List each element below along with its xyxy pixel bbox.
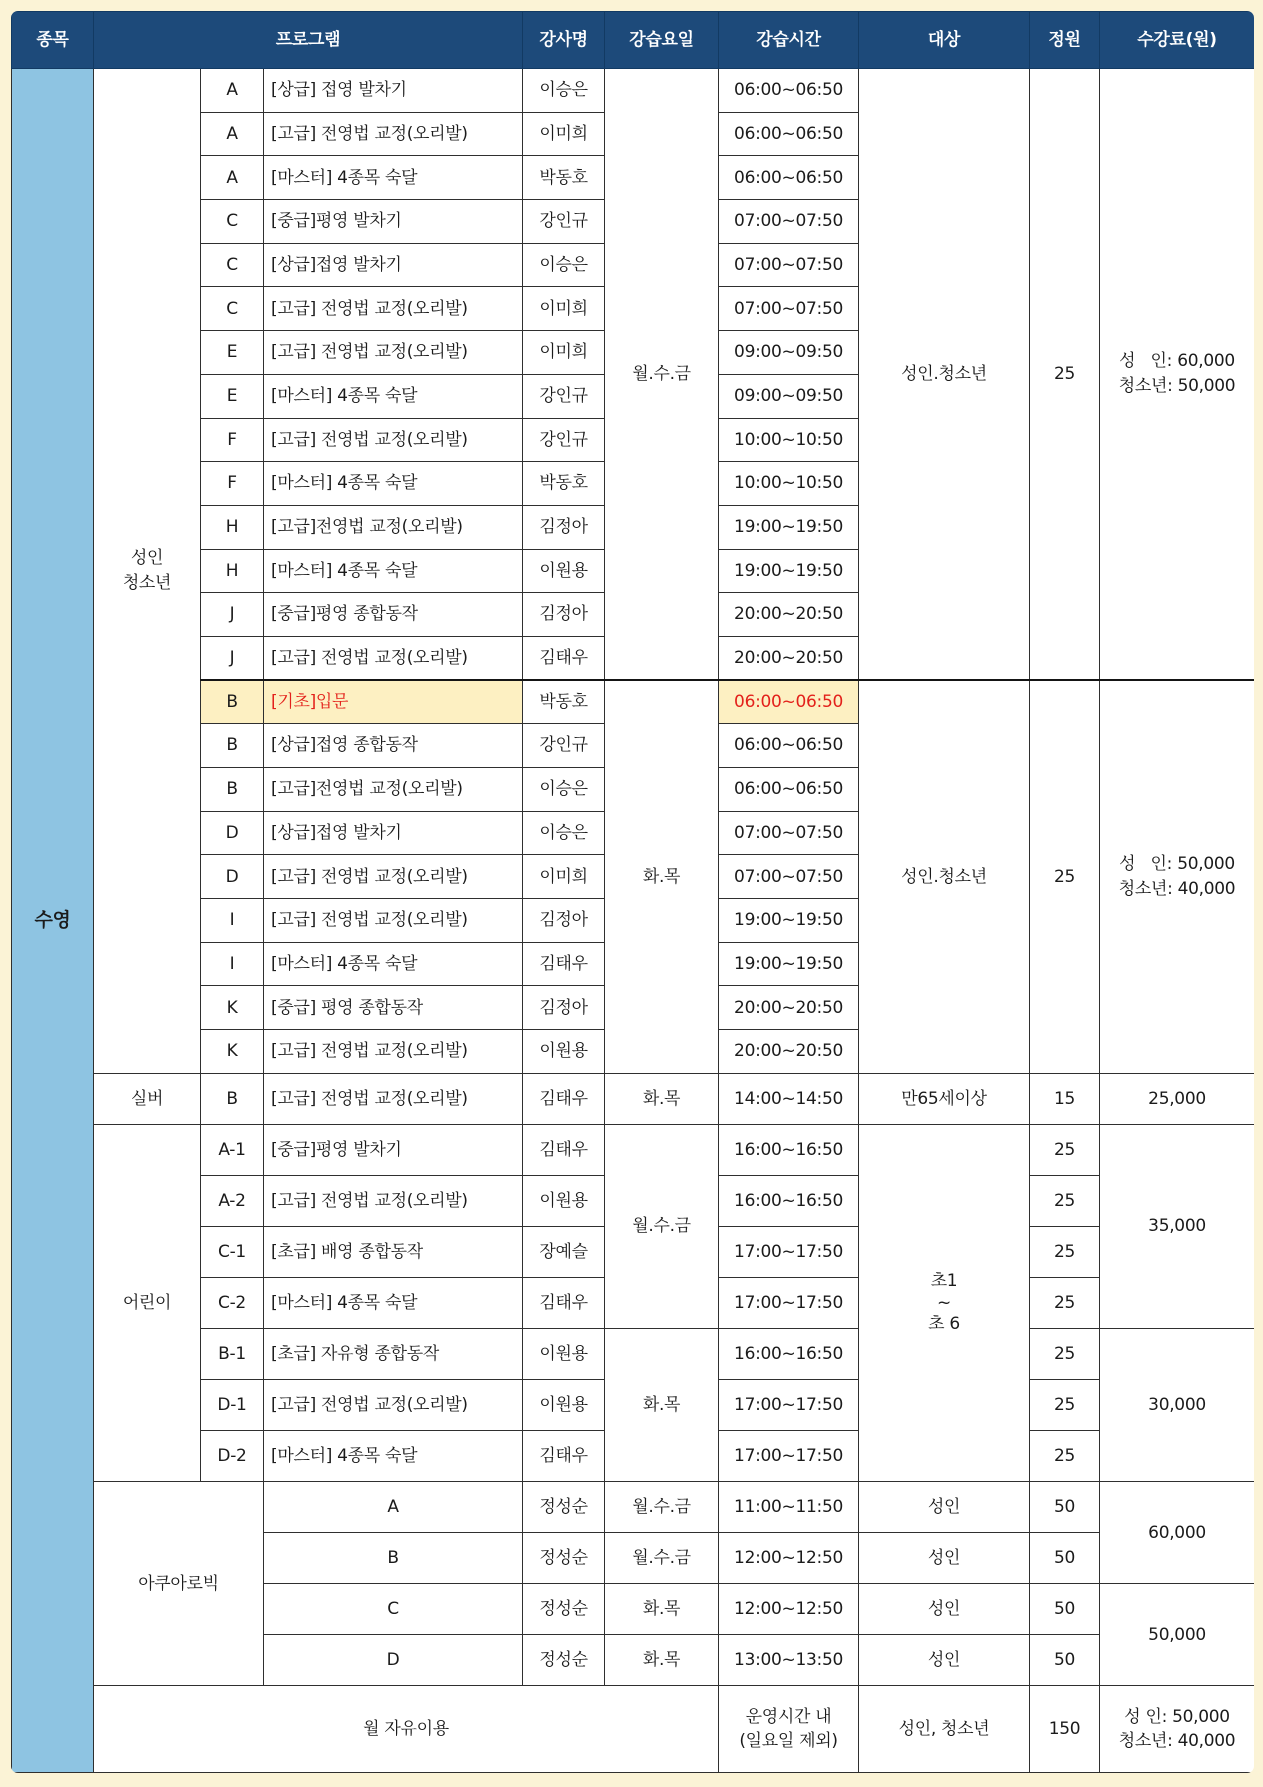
class-time: 09:00~09:50 (719, 331, 859, 375)
header-time: 강습시간 (719, 12, 859, 69)
class-code: C (201, 200, 264, 244)
instructor-name: 장예슬 (523, 1227, 605, 1278)
class-code: A (264, 1482, 523, 1533)
class-code: J (201, 593, 264, 637)
fee-adult: 성 인: 50,000 (1119, 854, 1235, 875)
fee-adult: 성 인: 50,000 (1124, 1706, 1230, 1727)
instructor-name: 강인규 (523, 200, 605, 244)
program-name: [상급]접영 종합동작 (264, 724, 523, 768)
instructor-name: 이승은 (523, 243, 605, 287)
class-code: E (201, 331, 264, 375)
class-days: 화.목 (605, 1584, 719, 1635)
header-program: 프로그램 (94, 12, 523, 69)
class-code: F (201, 462, 264, 506)
instructor-name: 강인규 (523, 374, 605, 418)
class-target: 성인, 청소년 (859, 1686, 1030, 1773)
class-code: J (201, 636, 264, 680)
class-code: C (201, 243, 264, 287)
class-time: 06:00~06:50 (719, 69, 859, 113)
fee-youth: 청소년: 40,000 (1118, 1731, 1236, 1752)
table-row (12, 1073, 1255, 1124)
instructor-name: 김정아 (523, 986, 605, 1030)
instructor-name: 이승은 (523, 69, 605, 113)
program-name: [고급] 전영법 교정(오리발) (264, 1380, 523, 1431)
class-fee: 60,000 (1100, 1482, 1254, 1584)
class-code: B (201, 1073, 264, 1124)
instructor-name: 박동호 (523, 680, 605, 724)
class-code: K (201, 1030, 264, 1074)
class-time: 07:00~07:50 (719, 811, 859, 855)
header-days: 강습요일 (605, 12, 719, 69)
class-time: 20:00~20:50 (719, 593, 859, 637)
class-code: C-1 (201, 1227, 264, 1278)
class-code: F (201, 418, 264, 462)
class-time: 12:00~12:50 (719, 1533, 859, 1584)
class-code: B (201, 724, 264, 768)
table-row (12, 69, 1255, 113)
instructor-name: 이원용 (523, 549, 605, 593)
class-days: 월.수.금 (605, 69, 719, 681)
class-fee (1100, 1686, 1254, 1773)
instructor-name: 이원용 (523, 1380, 605, 1431)
class-capacity: 25 (1030, 1431, 1100, 1482)
instructor-name: 정성순 (523, 1635, 605, 1686)
instructor-name: 정성순 (523, 1533, 605, 1584)
class-code: D-1 (201, 1380, 264, 1431)
class-time: 09:00~09:50 (719, 374, 859, 418)
instructor-name: 김태우 (523, 942, 605, 986)
instructor-name: 정성순 (523, 1584, 605, 1635)
instructor-name: 김태우 (523, 1431, 605, 1482)
class-time: 06:00~06:50 (719, 768, 859, 812)
class-target: 성인 (859, 1635, 1030, 1686)
class-code: C (264, 1584, 523, 1635)
program-name: [고급]전영법 교정(오리발) (264, 505, 523, 549)
class-code: A-1 (201, 1124, 264, 1175)
class-time: 20:00~20:50 (719, 636, 859, 680)
class-code: D (264, 1635, 523, 1686)
program-name: [고급]전영법 교정(오리발) (264, 768, 523, 812)
class-target: 성인.청소년 (859, 69, 1030, 681)
class-code: I (201, 942, 264, 986)
target-line: 초 6 (928, 1314, 960, 1335)
class-capacity: 15 (1030, 1073, 1100, 1124)
swimming-schedule-table (11, 11, 1254, 1773)
instructor-name: 김정아 (523, 899, 605, 943)
class-time: 19:00~19:50 (719, 549, 859, 593)
class-time: 06:00~06:50 (719, 680, 859, 724)
table-row (12, 1686, 1255, 1773)
instructor-name: 이승은 (523, 768, 605, 812)
program-name: [상급]접영 발차기 (264, 243, 523, 287)
class-target: 성인.청소년 (859, 680, 1030, 1073)
class-time: 11:00~11:50 (719, 1482, 859, 1533)
table-row (12, 1124, 1255, 1175)
class-days: 월.수.금 (605, 1533, 719, 1584)
instructor-name: 박동호 (523, 156, 605, 200)
class-fee: 25,000 (1100, 1073, 1254, 1124)
instructor-name: 이원용 (523, 1175, 605, 1226)
class-capacity: 150 (1030, 1686, 1100, 1773)
program-name: [마스터] 4종목 숙달 (264, 549, 523, 593)
program-name: [마스터] 4종목 숙달 (264, 156, 523, 200)
sport-swimming: 수영 (12, 69, 94, 1773)
class-time: 14:00~14:50 (719, 1073, 859, 1124)
class-capacity: 25 (1030, 1329, 1100, 1380)
class-code: C (201, 287, 264, 331)
class-time: 06:00~06:50 (719, 156, 859, 200)
class-capacity: 50 (1030, 1584, 1100, 1635)
class-capacity: 25 (1030, 1175, 1100, 1226)
class-days: 화.목 (605, 1635, 719, 1686)
program-name: [마스터] 4종목 숙달 (264, 942, 523, 986)
class-time: 07:00~07:50 (719, 287, 859, 331)
class-time: 07:00~07:50 (719, 855, 859, 899)
monthly-free-use-label: 월 자유이용 (94, 1686, 719, 1773)
class-capacity: 25 (1030, 1278, 1100, 1329)
class-fee: 50,000 (1100, 1584, 1254, 1686)
class-code: B (201, 680, 264, 724)
program-name: [중급]평영 발차기 (264, 200, 523, 244)
class-code: A-2 (201, 1175, 264, 1226)
program-name: [중급]평영 종합동작 (264, 593, 523, 637)
program-name: [초급] 배영 종합동작 (264, 1227, 523, 1278)
program-name: [마스터] 4종목 숙달 (264, 1431, 523, 1482)
instructor-name: 이미희 (523, 112, 605, 156)
class-code: C-2 (201, 1278, 264, 1329)
program-name: [마스터] 4종목 숙달 (264, 1278, 523, 1329)
class-time: 16:00~16:50 (719, 1329, 859, 1380)
class-code: B (201, 768, 264, 812)
program-name: [고급] 전영법 교정(오리발) (264, 855, 523, 899)
program-name: [고급] 전영법 교정(오리발) (264, 112, 523, 156)
program-name: [초급] 자유형 종합동작 (264, 1329, 523, 1380)
program-name: [고급] 전영법 교정(오리발) (264, 1073, 523, 1124)
group-label-line: 성인 (130, 548, 164, 569)
program-name: [고급] 전영법 교정(오리발) (264, 636, 523, 680)
program-name: [고급] 전영법 교정(오리발) (264, 899, 523, 943)
class-code: B (264, 1533, 523, 1584)
class-code: D (201, 855, 264, 899)
instructor-name: 김태우 (523, 1278, 605, 1329)
class-time: 17:00~17:50 (719, 1380, 859, 1431)
target-line: ~ (937, 1292, 951, 1313)
time-line: 운영시간 내 (745, 1706, 832, 1727)
instructor-name: 이미희 (523, 855, 605, 899)
class-days: 화.목 (605, 680, 719, 1073)
program-name: [상급] 접영 발차기 (264, 69, 523, 113)
class-capacity: 50 (1030, 1635, 1100, 1686)
instructor-name: 이승은 (523, 811, 605, 855)
class-capacity: 25 (1030, 1227, 1100, 1278)
class-time: 19:00~19:50 (719, 505, 859, 549)
class-code: H (201, 549, 264, 593)
instructor-name: 강인규 (523, 724, 605, 768)
class-time: 12:00~12:50 (719, 1584, 859, 1635)
time-line: (일요일 제외) (739, 1731, 838, 1752)
class-time: 20:00~20:50 (719, 986, 859, 1030)
program-name: [마스터] 4종목 숙달 (264, 462, 523, 506)
class-time: 19:00~19:50 (719, 942, 859, 986)
class-time: 10:00~10:50 (719, 462, 859, 506)
header-target: 대상 (859, 12, 1030, 69)
header-fee: 수강료(원) (1100, 12, 1254, 69)
program-name: [고급] 전영법 교정(오리발) (264, 331, 523, 375)
class-code: D-2 (201, 1431, 264, 1482)
instructor-name: 이원용 (523, 1329, 605, 1380)
header-capacity: 정원 (1030, 12, 1100, 69)
class-fee (1100, 680, 1254, 1073)
program-name: [중급] 평영 종합동작 (264, 986, 523, 1030)
group-label-line: 청소년 (122, 572, 172, 593)
header-sport: 종목 (12, 12, 94, 69)
target-line: 초1 (930, 1271, 958, 1292)
instructor-name: 김태우 (523, 636, 605, 680)
class-target: 성인 (859, 1584, 1030, 1635)
fee-youth: 청소년: 40,000 (1118, 878, 1236, 899)
instructor-name: 김정아 (523, 593, 605, 637)
class-capacity: 50 (1030, 1482, 1100, 1533)
instructor-name: 김태우 (523, 1124, 605, 1175)
table-row (12, 1482, 1255, 1533)
class-capacity: 25 (1030, 1380, 1100, 1431)
class-target: 성인 (859, 1482, 1030, 1533)
instructor-name: 이미희 (523, 331, 605, 375)
program-name: [고급] 전영법 교정(오리발) (264, 1030, 523, 1074)
class-time: 06:00~06:50 (719, 112, 859, 156)
group-adult-youth (94, 69, 201, 1074)
class-fee (1100, 69, 1254, 681)
program-name: [고급] 전영법 교정(오리발) (264, 418, 523, 462)
class-time (719, 1686, 859, 1773)
class-code: B-1 (201, 1329, 264, 1380)
class-time: 20:00~20:50 (719, 1030, 859, 1074)
instructor-name: 정성순 (523, 1482, 605, 1533)
class-target: 만65세이상 (859, 1073, 1030, 1124)
class-time: 07:00~07:50 (719, 243, 859, 287)
instructor-name: 김정아 (523, 505, 605, 549)
program-name: [상급]접영 발차기 (264, 811, 523, 855)
class-time: 17:00~17:50 (719, 1227, 859, 1278)
fee-adult: 성 인: 60,000 (1119, 351, 1235, 372)
class-target: 성인 (859, 1533, 1030, 1584)
class-capacity: 25 (1030, 1124, 1100, 1175)
program-name: [마스터] 4종목 숙달 (264, 374, 523, 418)
class-code: E (201, 374, 264, 418)
class-code: H (201, 505, 264, 549)
class-time: 17:00~17:50 (719, 1431, 859, 1482)
class-code: A (201, 156, 264, 200)
instructor-name: 강인규 (523, 418, 605, 462)
header-instructor: 강사명 (523, 12, 605, 69)
class-time: 10:00~10:50 (719, 418, 859, 462)
class-code: D (201, 811, 264, 855)
group-aqua-aerobics: 아쿠아로빅 (94, 1482, 264, 1686)
class-time: 19:00~19:50 (719, 899, 859, 943)
class-days: 월.수.금 (605, 1124, 719, 1328)
class-time: 13:00~13:50 (719, 1635, 859, 1686)
class-fee: 30,000 (1100, 1329, 1254, 1482)
instructor-name: 박동호 (523, 462, 605, 506)
class-time: 07:00~07:50 (719, 200, 859, 244)
class-capacity: 25 (1030, 69, 1100, 681)
class-capacity: 50 (1030, 1533, 1100, 1584)
class-days: 월.수.금 (605, 1482, 719, 1533)
class-code: I (201, 899, 264, 943)
program-name: [고급] 전영법 교정(오리발) (264, 1175, 523, 1226)
program-name: [기초]입문 (264, 680, 523, 724)
schedule-table-frame (11, 11, 1254, 1773)
fee-youth: 청소년: 50,000 (1118, 376, 1236, 397)
class-code: A (201, 112, 264, 156)
class-code: K (201, 986, 264, 1030)
class-days: 화.목 (605, 1329, 719, 1482)
program-name: [고급] 전영법 교정(오리발) (264, 287, 523, 331)
class-days: 화.목 (605, 1073, 719, 1124)
class-time: 16:00~16:50 (719, 1175, 859, 1226)
instructor-name: 김태우 (523, 1073, 605, 1124)
group-silver: 실버 (94, 1073, 201, 1124)
header-row (12, 12, 1255, 69)
class-time: 06:00~06:50 (719, 724, 859, 768)
class-target (859, 1124, 1030, 1482)
class-capacity: 25 (1030, 680, 1100, 1073)
group-kids: 어린이 (94, 1124, 201, 1482)
instructor-name: 이원용 (523, 1030, 605, 1074)
class-time: 16:00~16:50 (719, 1124, 859, 1175)
program-name: [중급]평영 발차기 (264, 1124, 523, 1175)
class-code: A (201, 69, 264, 113)
instructor-name: 이미희 (523, 287, 605, 331)
class-time: 17:00~17:50 (719, 1278, 859, 1329)
class-fee: 35,000 (1100, 1124, 1254, 1328)
